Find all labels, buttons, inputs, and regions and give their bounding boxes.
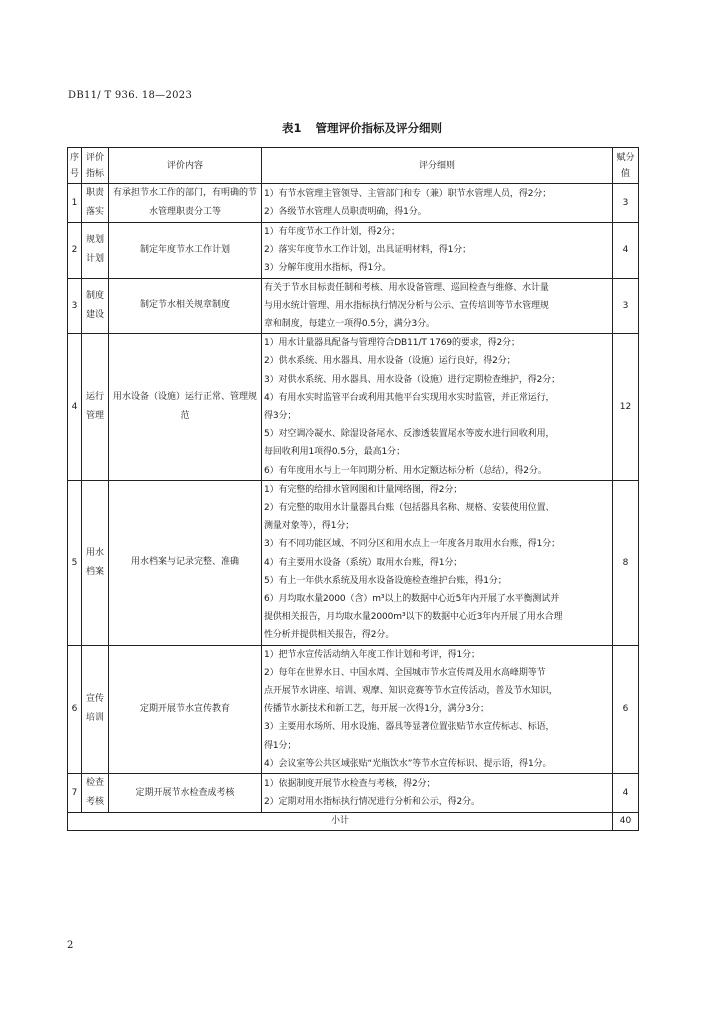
detail-line: 4）有主要用水设备（系统）取用水台账，得1分； bbox=[264, 557, 463, 568]
detail-line: 6）月均取水量2000（含）m³以上的数据中心近5年内开展了水平衡测试并 bbox=[264, 594, 560, 605]
row-details bbox=[262, 774, 613, 813]
table-row bbox=[68, 278, 639, 334]
row-score: 12 bbox=[613, 334, 639, 481]
detail-line: 3）对供水系统、用水器具、用水设备（设施）进行定期检查维护，得2分； bbox=[264, 374, 561, 385]
row-details bbox=[262, 645, 613, 773]
detail-line: 章和制度，每建立一项得0.5分，满分3分。 bbox=[264, 319, 435, 330]
detail-line: 点开展节水讲座、培训、观摩、知识竞赛等节水宣传活动，普及节水知识， bbox=[264, 686, 558, 697]
document-header-code: DB11/ T 936. 18—2023 bbox=[68, 90, 193, 101]
detail-line: 得1分； bbox=[264, 740, 297, 751]
table-row bbox=[68, 480, 639, 645]
detail-line: 性分析并提供相关报告，得2分。 bbox=[264, 630, 395, 641]
page-number: 2 bbox=[67, 940, 74, 951]
row-details bbox=[262, 184, 613, 223]
row-details bbox=[262, 223, 613, 279]
detail-line: 2）有完整的取用水计量器具台账（包括器具名称、规格、安装使用位置、 bbox=[264, 503, 555, 514]
detail-line: 3）分解年度用水指标，得1分。 bbox=[264, 263, 391, 274]
header-no: 序号 bbox=[68, 148, 82, 184]
row-score: 6 bbox=[613, 645, 639, 773]
detail-line: 提供相关报告，月均取水量2000m³以下的数据中心近3年内开展了用水合理 bbox=[264, 612, 563, 623]
row-content: 用水档案与记录完整、准确 bbox=[109, 480, 262, 645]
row-indicator: 规划计划 bbox=[82, 223, 109, 279]
header-indicator: 评价指标 bbox=[82, 148, 109, 184]
row-indicator: 运行管理 bbox=[82, 334, 109, 481]
total-row bbox=[68, 813, 639, 831]
row-content: 有承担节水工作的部门，有明确的节水管理职责分工等 bbox=[109, 184, 262, 223]
table-number: 表1 bbox=[281, 121, 302, 135]
row-score: 4 bbox=[613, 223, 639, 279]
table-header-row bbox=[68, 148, 639, 184]
row-no: 4 bbox=[68, 334, 82, 481]
detail-line: 每回收利用1项得0.5分，最高1分； bbox=[264, 447, 405, 458]
detail-line: 有关于节水目标责任制和考核、用水设备管理、巡回检查与维修、水计量 bbox=[264, 282, 549, 293]
detail-line: 与用水统计管理、用水指标执行情况分析与公示、宣传培训等节水管理规 bbox=[264, 300, 549, 311]
row-score: 4 bbox=[613, 774, 639, 813]
row-content: 用水设备（设施）运行正常、管理规范 bbox=[109, 334, 262, 481]
table-title bbox=[0, 120, 724, 136]
row-details bbox=[262, 278, 613, 334]
row-content: 定期开展节水检查成考核 bbox=[109, 774, 262, 813]
detail-line: 5）对空调冷凝水、除湿设备尾水、反渗透装置尾水等废水进行回收利用， bbox=[264, 429, 555, 440]
row-no: 7 bbox=[68, 774, 82, 813]
row-no: 1 bbox=[68, 184, 82, 223]
detail-line: 1）有节水管理主管领导、主管部门和专（兼）职节水管理人员，得2分； bbox=[264, 188, 552, 199]
row-score: 8 bbox=[613, 480, 639, 645]
detail-line: 6）有年度用水与上一年同期分析、用水定额达标分析（总结），得2分。 bbox=[264, 465, 547, 476]
header-detail: 评分细则 bbox=[262, 148, 613, 184]
detail-line: 2）每年在世界水日、中国水周、全国城市节水宣传周及用水高峰期等节 bbox=[264, 667, 546, 678]
detail-line: 1）有完整的给排水管网图和计量网络图，得2分； bbox=[264, 484, 463, 495]
detail-line: 2）落实年度节水工作计划，出具证明材料，得1分； bbox=[264, 245, 472, 256]
header-score: 赋分值 bbox=[613, 148, 639, 184]
table-row bbox=[68, 184, 639, 223]
evaluation-table bbox=[67, 147, 639, 831]
detail-line: 1）依据制度开展节水检查与考核，得2分； bbox=[264, 778, 436, 789]
row-score: 3 bbox=[613, 184, 639, 223]
row-details bbox=[262, 334, 613, 481]
table-title-text: 管理评价指标及评分细则 bbox=[315, 121, 443, 135]
detail-line: 5）有上一年供水系统及用水设备设施检查维护台账，得1分； bbox=[264, 575, 507, 586]
row-no: 3 bbox=[68, 278, 82, 334]
table-row bbox=[68, 645, 639, 773]
row-no: 2 bbox=[68, 223, 82, 279]
row-indicator: 职责落实 bbox=[82, 184, 109, 223]
detail-line: 3）主要用水场所、用水设施、器具等显著位置张贴节水宣传标志、标语， bbox=[264, 722, 555, 733]
row-score: 3 bbox=[613, 278, 639, 334]
detail-line: 4）会议室等公共区域张贴“光瓶饮水”等节水宣传标识、提示语，得1分。 bbox=[264, 758, 552, 769]
row-no: 6 bbox=[68, 645, 82, 773]
row-content: 制定节水相关规章制度 bbox=[109, 278, 262, 334]
row-indicator: 用水档案 bbox=[82, 480, 109, 645]
detail-line: 得3分； bbox=[264, 411, 297, 422]
detail-line: 3）有不同功能区域、不同分区和用水点上一年度各月取用水台账，得1分； bbox=[264, 539, 561, 550]
total-label: 小计 bbox=[68, 813, 613, 831]
row-indicator: 检查考核 bbox=[82, 774, 109, 813]
row-content: 制定年度节水工作计划 bbox=[109, 223, 262, 279]
detail-line: 1）有年度节水工作计划，得2分； bbox=[264, 227, 400, 237]
row-content: 定期开展节水宣传教育 bbox=[109, 645, 262, 773]
detail-line: 2）供水系统、用水器具、用水设备（设施）运行良好，得2分； bbox=[264, 356, 516, 367]
detail-line: 2）各级节水管理人员职责明确，得1分。 bbox=[264, 207, 427, 217]
total-score: 40 bbox=[613, 813, 639, 831]
detail-line: 2）定期对用水指标执行情况进行分析和公示，得2分。 bbox=[264, 797, 480, 808]
header-content: 评价内容 bbox=[109, 148, 262, 184]
table-row bbox=[68, 334, 639, 481]
table-row bbox=[68, 223, 639, 279]
table-row bbox=[68, 774, 639, 813]
row-no: 5 bbox=[68, 480, 82, 645]
detail-line: 传播节水新技术和新工艺，每开展一次得1分，满分3分； bbox=[264, 704, 489, 715]
row-indicator: 宣传培训 bbox=[82, 645, 109, 773]
row-indicator: 制度建设 bbox=[82, 278, 109, 334]
detail-line: 测量对象等），得1分； bbox=[264, 521, 355, 532]
detail-line: 4）有用水实时监管平台或利用其他平台实现用水实时监管，并正常运行， bbox=[264, 392, 555, 403]
detail-line: 1）把节水宣传活动纳入年度工作计划和考评，得1分； bbox=[264, 649, 480, 660]
row-details bbox=[262, 480, 613, 645]
detail-line: 1）用水计量器具配备与管理符合DB11/T 1769的要求，得2分； bbox=[264, 338, 520, 349]
